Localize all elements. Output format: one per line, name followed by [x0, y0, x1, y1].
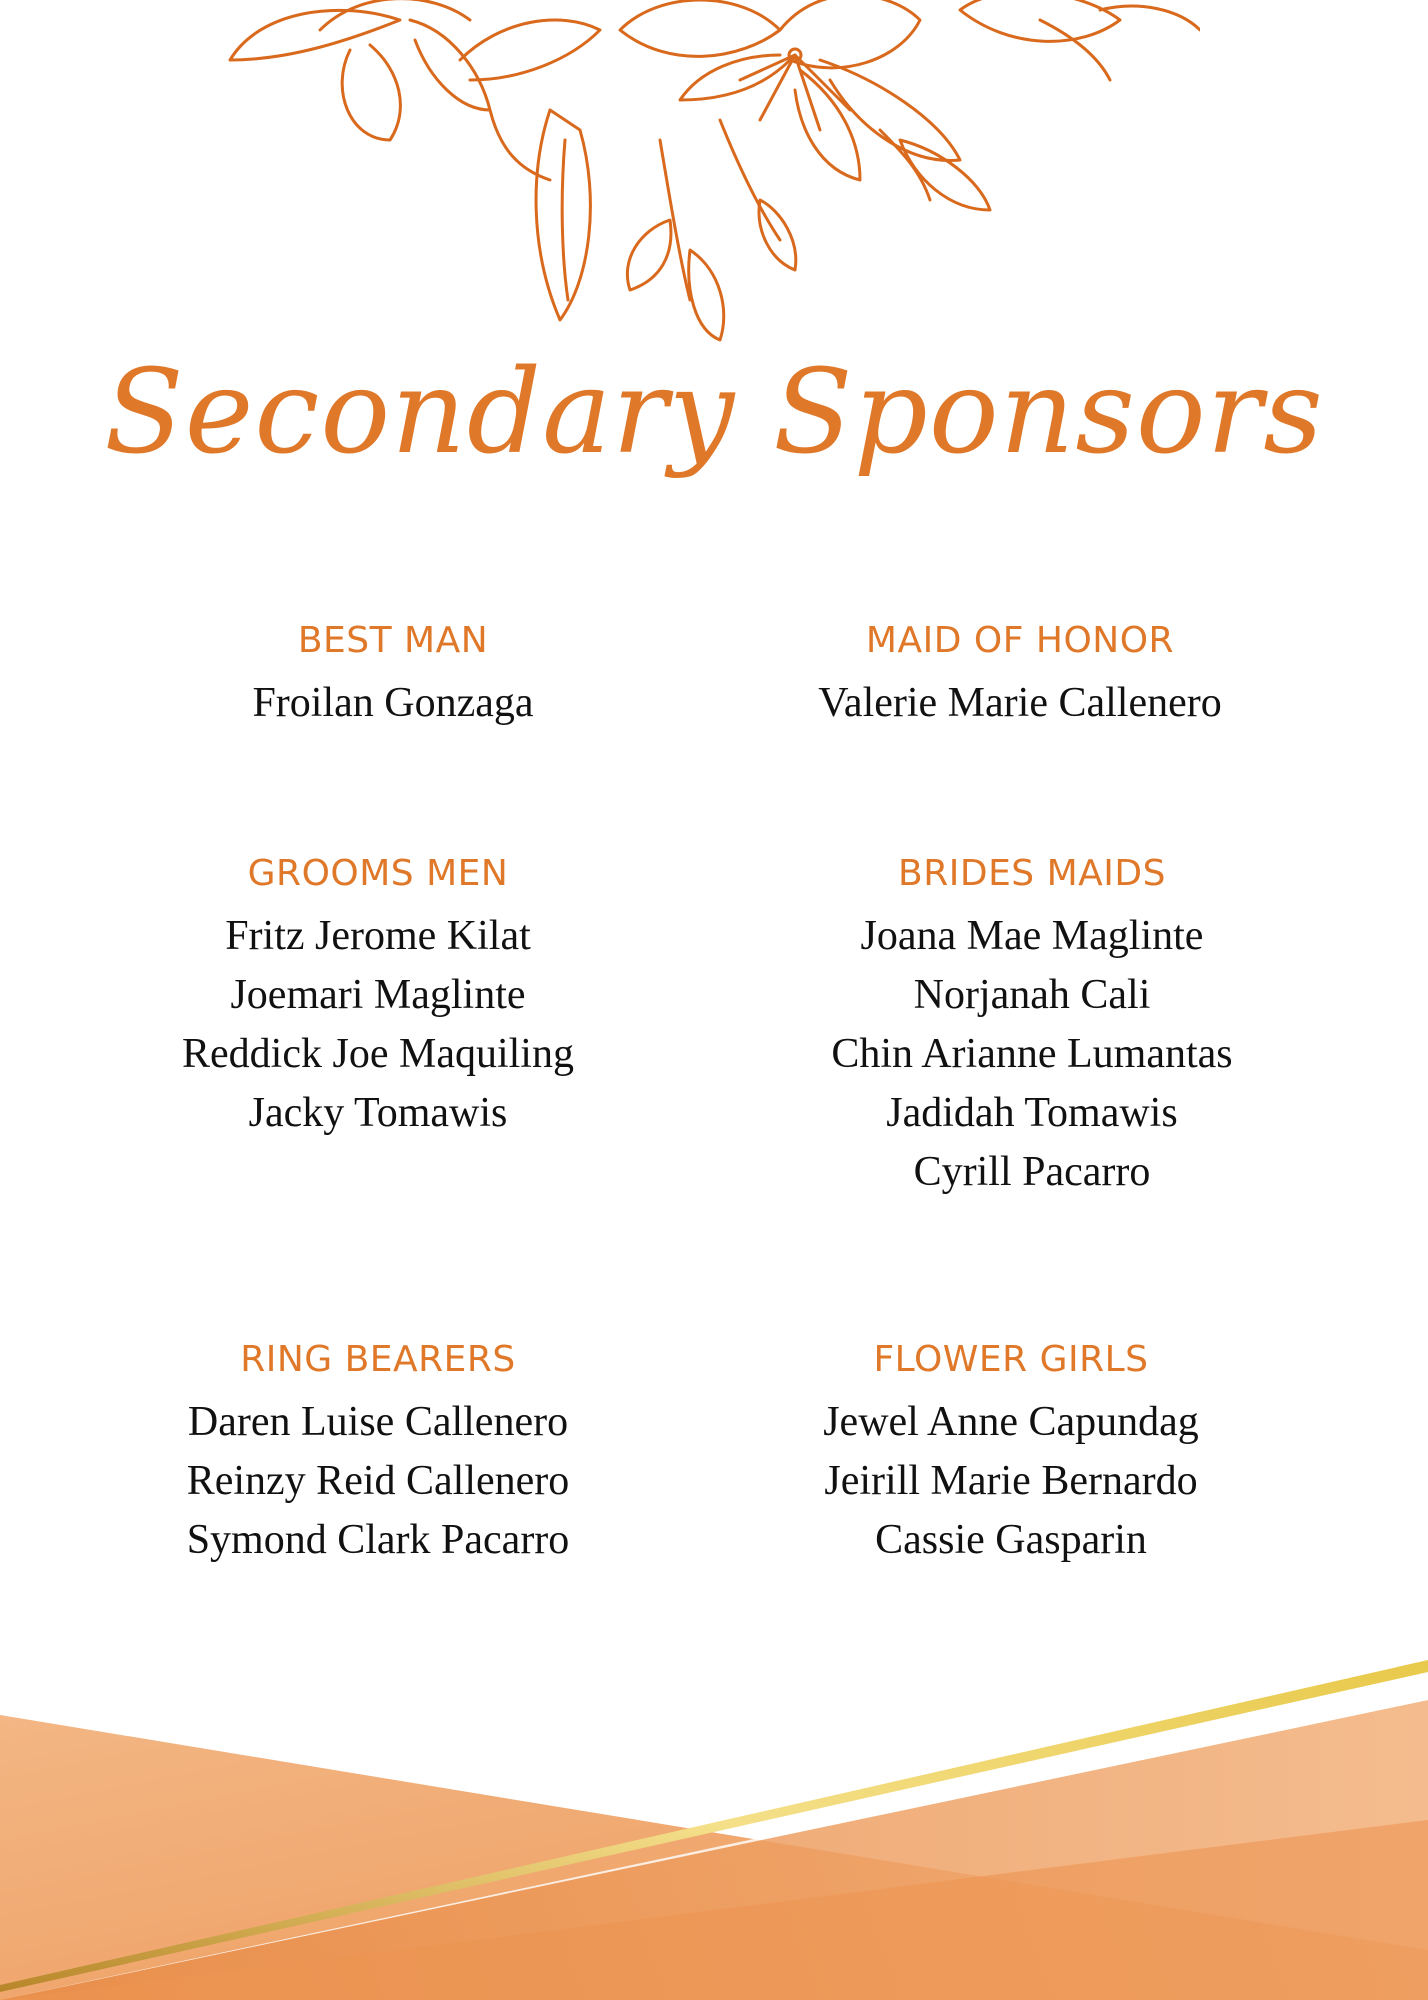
- names-list: [701, 1393, 1321, 1570]
- role-heading: BRIDES MAIDS: [898, 853, 1166, 894]
- names-list: [68, 907, 688, 1143]
- sponsor-name: Froilan Gonzaga: [252, 680, 534, 726]
- role-heading: RING BEARERS: [240, 1339, 516, 1380]
- sponsor-name: Joana Mae Maglinte: [860, 913, 1204, 959]
- orange-gold-wave-decoration: [0, 1640, 1428, 2000]
- flower-girls-group: [701, 1335, 1321, 1570]
- sponsor-name: Valerie Marie Callenero: [818, 680, 1222, 726]
- ring-bearers-group: [68, 1335, 688, 1570]
- sponsor-name: Daren Luise Callenero: [187, 1399, 569, 1445]
- names-list: [68, 1393, 688, 1570]
- role-heading: BEST MAN: [297, 620, 489, 661]
- role-heading: GROOMS MEN: [247, 853, 509, 894]
- sponsor-name: Reinzy Reid Callenero: [186, 1458, 570, 1504]
- names-list: [710, 674, 1330, 733]
- floral-illustration: [200, 0, 1200, 380]
- sponsor-name: Symond Clark Pacarro: [186, 1517, 570, 1563]
- sponsor-name: Chin Arianne Lumantas: [831, 1031, 1233, 1077]
- maid-of-honor-group: [710, 616, 1330, 733]
- sponsor-name: Cyrill Pacarro: [913, 1149, 1151, 1195]
- sponsor-name: Cassie Gasparin: [875, 1517, 1147, 1563]
- sponsor-name: Jacky Tomawis: [248, 1090, 508, 1136]
- page-title: Secondary Sponsors: [104, 345, 1324, 480]
- role-heading: FLOWER GIRLS: [873, 1339, 1149, 1380]
- sponsor-name: Reddick Joe Maquiling: [182, 1031, 574, 1077]
- sponsor-name: Norjanah Cali: [913, 972, 1151, 1018]
- sponsor-name: Joemari Maglinte: [230, 972, 526, 1018]
- sponsor-name: Jeirill Marie Bernardo: [824, 1458, 1198, 1504]
- role-heading: MAID OF HONOR: [865, 620, 1175, 661]
- grooms-men-group: [68, 849, 688, 1143]
- sponsor-name: Jewel Anne Capundag: [823, 1399, 1199, 1445]
- names-list: [722, 907, 1342, 1202]
- best-man-group: [83, 616, 703, 733]
- names-list: [83, 674, 703, 733]
- brides-maids-group: [722, 849, 1342, 1202]
- sponsor-name: Jadidah Tomawis: [886, 1090, 1178, 1136]
- sponsor-name: Fritz Jerome Kilat: [225, 913, 531, 959]
